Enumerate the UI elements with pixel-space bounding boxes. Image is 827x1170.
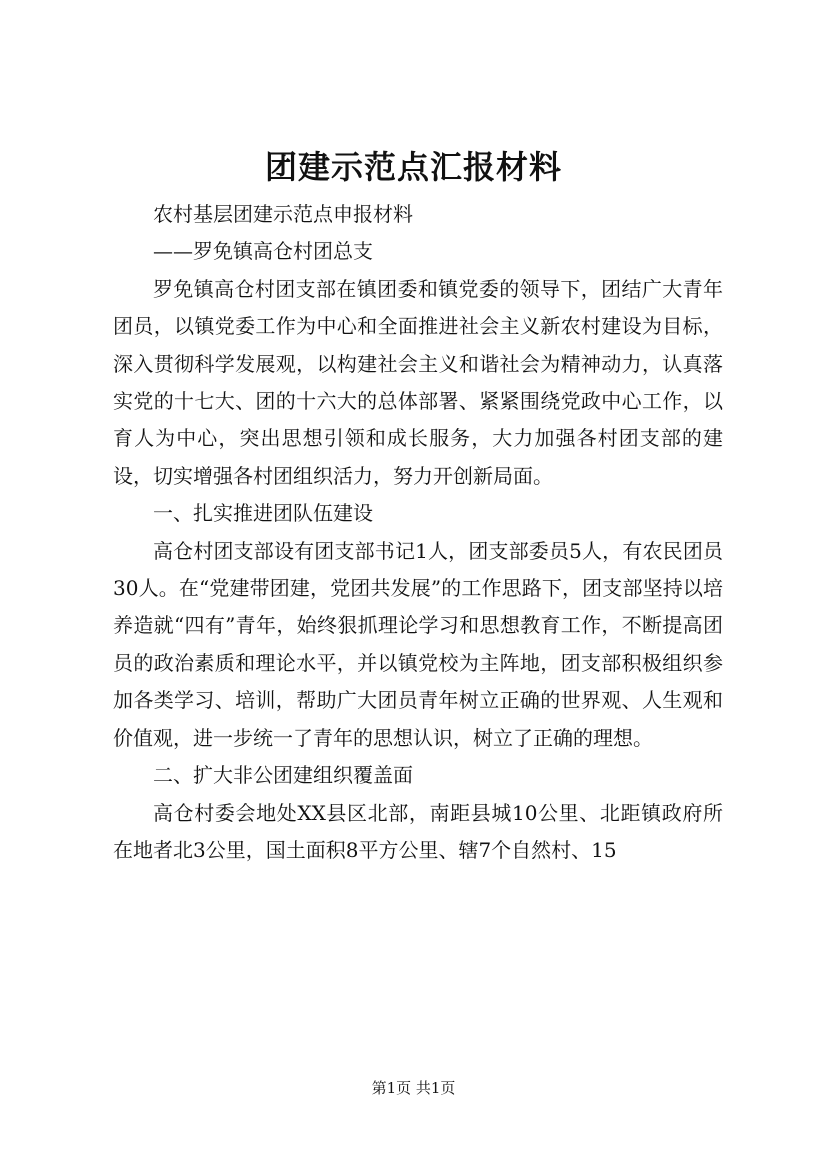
section-heading-2: 二、扩大非公团建组织覆盖面	[153, 763, 413, 788]
paragraph-section-1: 高仓村团支部设有团支部书记1人，团支部委员5人，有农民团员30人。在“党建带团建，党团共发展”的工作思路下，团支部坚持以培养造就“四有”青年，始终狠抓理论学习和思想教育工作，不断提高团员的政治素质和理论水平，并以镇党校为主阵地，团支部积极组织参加各类学习、培训，帮助广大团员青年树立正确的世界观、人生观和价值观，进一步统一了青年的思想认识，树立了正确的理想。	[113, 538, 723, 750]
document-body	[113, 196, 723, 869]
section-heading-1: 一、扎实推进团队伍建设	[153, 501, 373, 526]
paragraph-section-2: 高仓村委会地处XX县区北部，南距县城10公里、北距镇政府所在地者北3公里，国土面积8平方公里、辖7个自然村、15	[113, 800, 723, 862]
document-title: 团建示范点汇报材料	[264, 148, 562, 186]
paragraph-subtitle: 农村基层团建示范点申报材料	[153, 202, 413, 226]
paragraph-organization: ——罗免镇高仓村团总支	[153, 239, 373, 264]
paragraph-intro: 罗免镇高仓村团支部在镇团委和镇党委的领导下，团结广大青年团员，以镇党委工作为中心和全面推进社会主义新农村建设为目标，深入贯彻科学发展观，以构建社会主义和谐社会为精神动力，认真落实党的十七大、团的十六大的总体部署、紧紧围绕党政中心工作，以育人为中心，突出思想引领和成长服务，大力加强各村团支部的建设，切实增强各村团组织活力，努力开创新局面。	[113, 276, 723, 488]
page-footer: 第1页 共1页	[371, 1079, 456, 1097]
